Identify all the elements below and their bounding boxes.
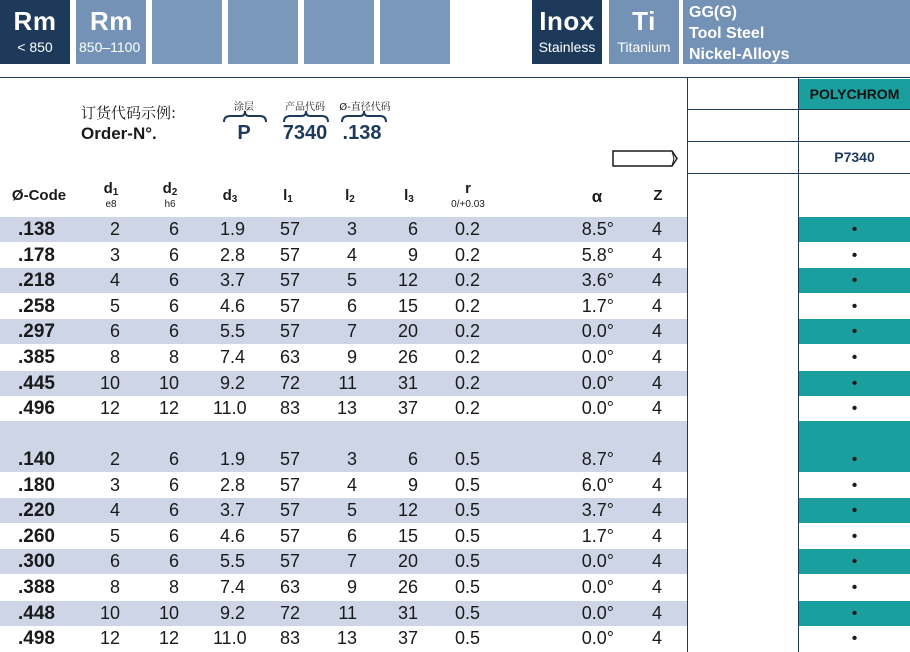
col-header-subscript: 1 — [112, 187, 119, 198]
order-part-label: 涂层 — [234, 102, 254, 113]
availability-mark: • — [799, 498, 910, 523]
order-part-value: P — [237, 122, 251, 144]
cell-d1: 2 — [109, 219, 120, 239]
cell-l2: 4 — [346, 244, 357, 265]
cell-d2: 12 — [158, 628, 179, 649]
availability-mark: • — [799, 217, 910, 242]
availability-mark: • — [799, 549, 910, 574]
table-row — [0, 626, 687, 651]
availability-mark: • — [851, 400, 858, 418]
col-header-code — [8, 187, 70, 204]
cell-l3: 12 — [397, 270, 418, 291]
cell-d3: 1.9 — [219, 449, 245, 469]
cell-code: .385 — [18, 347, 55, 368]
cell-r: 0.5 — [454, 602, 480, 623]
cell-d1: 12 — [99, 398, 120, 419]
cell-a: 0.0° — [581, 628, 614, 649]
cell-d2: 6 — [168, 270, 179, 291]
cell-d1: 2 — [109, 449, 120, 469]
col-header-label: d — [222, 187, 232, 204]
cell-d3: 7.4 — [219, 347, 245, 367]
cell-l3: 37 — [397, 628, 418, 649]
cell-r: 0.2 — [454, 244, 480, 265]
material-label: Ti — [632, 6, 656, 36]
col-header-z — [648, 187, 668, 204]
col-header-subscript: 2 — [349, 194, 355, 205]
cell-z: 4 — [651, 474, 662, 495]
cell-l2: 5 — [346, 500, 357, 521]
cell-d2: 6 — [168, 551, 179, 572]
cell-a: 8.5° — [581, 219, 614, 239]
cell-code: .445 — [18, 372, 55, 394]
cell-a: 0.0° — [581, 602, 614, 623]
cell-d1: 5 — [109, 525, 120, 546]
cell-l2: 3 — [346, 219, 357, 239]
col-header-label: r — [465, 180, 471, 197]
col-header-l1 — [278, 187, 298, 204]
cell-z: 4 — [651, 219, 662, 239]
cell-z: 4 — [651, 525, 662, 546]
cell-a: 0.0° — [581, 398, 614, 419]
cell-l1: 63 — [279, 577, 300, 597]
cell-l2: 6 — [346, 525, 357, 546]
cell-d2: 6 — [168, 295, 179, 316]
order-label-cn: 订货代码示例: — [81, 104, 177, 122]
cell-code: .218 — [18, 270, 55, 292]
group-separator — [0, 421, 687, 447]
cell-d2: 10 — [158, 602, 179, 623]
cell-z: 4 — [651, 398, 662, 419]
cell-l2: 7 — [346, 321, 357, 342]
material-sublabel: 850–1100 — [79, 39, 141, 55]
cell-code: .260 — [18, 525, 55, 547]
cell-r: 0.5 — [454, 551, 480, 572]
cell-d3: 2.8 — [219, 474, 245, 495]
cell-r: 0.2 — [454, 321, 480, 342]
cell-code: .448 — [18, 602, 55, 624]
table-row — [0, 294, 687, 319]
table-row — [0, 447, 687, 472]
cell-l2: 4 — [346, 474, 357, 495]
material-blank — [380, 0, 450, 64]
cell-d3: 7.4 — [219, 577, 245, 597]
cell-d3: 3.7 — [219, 500, 245, 521]
cell-l2: 7 — [346, 551, 357, 572]
cell-r: 0.5 — [454, 474, 480, 495]
cell-z: 4 — [651, 321, 662, 342]
col-header-l3 — [399, 187, 419, 204]
cell-code: .138 — [18, 219, 55, 240]
cell-l2: 11 — [338, 602, 357, 623]
table-row — [0, 217, 687, 242]
col-header-label: d — [103, 180, 113, 197]
tool-shape-icon — [612, 150, 678, 167]
cell-z: 4 — [651, 270, 662, 291]
cell-l3: 31 — [397, 602, 418, 623]
cell-a: 8.7° — [581, 449, 614, 469]
cell-d2: 6 — [168, 474, 179, 495]
col-header-r — [448, 180, 488, 197]
cell-code: .496 — [18, 398, 55, 420]
side-row-divider — [687, 173, 910, 174]
cell-d1: 8 — [109, 577, 120, 597]
material-ti — [609, 0, 679, 64]
cell-z: 4 — [651, 577, 662, 597]
col-header-d2 — [157, 180, 183, 197]
cell-d1: 6 — [109, 551, 120, 572]
group-separator-mark — [799, 421, 910, 447]
cell-d2: 6 — [168, 525, 179, 546]
cell-l1: 83 — [279, 628, 300, 649]
material-sublabel: Stainless — [538, 39, 596, 55]
cell-l1: 63 — [279, 347, 300, 367]
cell-l1: 57 — [279, 321, 300, 342]
cell-z: 4 — [651, 449, 662, 469]
table-row — [0, 371, 687, 396]
cell-a: 0.0° — [581, 577, 614, 597]
cell-l3: 6 — [407, 219, 418, 239]
col-header-d1 — [98, 180, 124, 197]
cell-l1: 83 — [279, 398, 300, 419]
col-header-label: l — [283, 187, 288, 204]
cell-l1: 57 — [279, 551, 300, 572]
cell-a: 0.0° — [581, 551, 614, 572]
cell-a: 3.7° — [581, 500, 614, 521]
col-header-d3 — [217, 187, 243, 204]
side-row-divider — [687, 109, 910, 110]
col-header-label: d — [162, 180, 172, 197]
cell-r: 0.5 — [454, 577, 480, 597]
availability-mark: • — [851, 476, 858, 494]
table-row — [0, 473, 687, 498]
cell-d3: 2.8 — [219, 244, 245, 265]
cell-code: .140 — [18, 449, 55, 470]
material-blank — [228, 0, 298, 64]
material-label: Inox — [539, 6, 595, 36]
cell-d2: 10 — [158, 372, 179, 393]
availability-mark: • — [799, 447, 910, 472]
table-row — [0, 601, 687, 626]
material-label: Rm — [90, 6, 133, 36]
col-header-alpha — [584, 187, 610, 207]
cell-l1: 57 — [279, 525, 300, 546]
cell-d3: 3.7 — [219, 270, 245, 291]
cell-l3: 20 — [397, 321, 418, 342]
cell-code: .297 — [18, 321, 55, 343]
cell-d3: 11.0 — [213, 398, 247, 419]
cell-l2: 3 — [346, 449, 357, 469]
col-header-label: α — [591, 187, 603, 206]
cell-l2: 6 — [346, 295, 357, 316]
cell-code: .300 — [18, 551, 55, 573]
cell-r: 0.2 — [454, 372, 480, 393]
cell-l3: 15 — [397, 525, 418, 546]
side-divider — [687, 77, 688, 652]
cell-d2: 6 — [168, 244, 179, 265]
material-blank — [152, 0, 222, 64]
cell-d2: 6 — [168, 449, 179, 469]
table-row — [0, 524, 687, 549]
cell-z: 4 — [651, 295, 662, 316]
cell-l3: 31 — [397, 372, 418, 393]
table-row — [0, 396, 687, 421]
cell-d3: 9.2 — [219, 602, 245, 623]
cell-d2: 8 — [168, 577, 179, 597]
cell-l1: 57 — [279, 295, 300, 316]
cell-a: 0.0° — [581, 321, 614, 342]
cell-d1: 4 — [109, 500, 120, 521]
cell-code: .498 — [18, 628, 55, 650]
cell-d3: 1.9 — [219, 219, 245, 239]
material-sublabel: < 850 — [17, 39, 53, 55]
col-header-subscript: 3 — [231, 194, 238, 205]
cell-d1: 8 — [109, 347, 120, 367]
cell-d3: 4.6 — [219, 295, 245, 316]
cell-d1: 3 — [109, 474, 120, 495]
availability-mark: • — [799, 371, 910, 396]
col-header-label: l — [404, 187, 409, 204]
cell-z: 4 — [651, 372, 662, 393]
cell-l1: 72 — [279, 372, 300, 393]
cell-r: 0.5 — [454, 628, 480, 649]
cell-d1: 6 — [109, 321, 120, 342]
material-inox — [532, 0, 602, 64]
coating-name: POLYCHROM — [799, 79, 910, 109]
table-row — [0, 498, 687, 523]
cell-r: 0.5 — [454, 500, 480, 521]
col-header-l2 — [340, 187, 360, 204]
cell-l3: 9 — [407, 474, 418, 495]
col-header-tolerance: h6 — [164, 199, 176, 210]
table-row — [0, 575, 687, 600]
cell-z: 4 — [651, 551, 662, 572]
material-gg-group — [683, 0, 910, 64]
availability-mark: • — [799, 319, 910, 344]
material-gg-line: Tool Steel — [689, 25, 765, 42]
cell-d2: 6 — [168, 321, 179, 342]
cell-d1: 10 — [99, 372, 120, 393]
material-rm-850-1100 — [76, 0, 146, 64]
cell-r: 0.5 — [454, 525, 480, 546]
availability-mark: • — [851, 349, 858, 366]
cell-l3: 9 — [407, 244, 418, 265]
cell-d1: 4 — [109, 270, 120, 291]
table-row — [0, 268, 687, 293]
cell-l1: 57 — [279, 449, 300, 469]
cell-a: 5.8° — [581, 244, 614, 265]
material-gg-line: GG(G) — [689, 4, 737, 21]
col-header-tolerance: e8 — [105, 199, 117, 210]
cell-z: 4 — [651, 244, 662, 265]
col-header-subscript: 1 — [287, 194, 293, 205]
availability-mark: • — [851, 579, 858, 596]
table-row — [0, 319, 687, 344]
cell-a: 0.0° — [581, 347, 614, 367]
cell-l1: 57 — [279, 474, 300, 495]
cell-code: .178 — [18, 244, 55, 266]
cell-a: 1.7° — [581, 525, 614, 546]
coating-code: P7340 — [834, 149, 875, 165]
availability-mark: • — [851, 630, 858, 648]
order-part-label: 产品代码 — [285, 102, 325, 113]
cell-d3: 9.2 — [219, 372, 245, 393]
cell-l1: 57 — [279, 270, 300, 291]
material-label: Rm — [13, 6, 57, 36]
table-row — [0, 345, 687, 370]
cell-d2: 12 — [158, 398, 179, 419]
col-header-label: Z — [653, 187, 663, 204]
cell-a: 1.7° — [581, 295, 614, 316]
cell-d2: 6 — [168, 219, 179, 239]
cell-d3: 4.6 — [219, 525, 245, 546]
cell-l1: 57 — [279, 500, 300, 521]
cell-d2: 8 — [168, 347, 179, 367]
material-blank — [304, 0, 374, 64]
cell-r: 0.2 — [454, 398, 480, 419]
availability-mark: • — [851, 297, 858, 315]
cell-d3: 11.0 — [213, 628, 247, 649]
cell-r: 0.2 — [454, 347, 480, 367]
cell-a: 6.0° — [581, 474, 614, 495]
cell-l1: 72 — [279, 602, 300, 623]
cell-l3: 26 — [397, 347, 418, 367]
cell-l1: 57 — [279, 244, 300, 265]
cell-r: 0.2 — [454, 219, 480, 239]
order-label-en: Order-N°. — [81, 124, 157, 143]
cell-l2: 11 — [338, 372, 357, 393]
cell-l3: 37 — [397, 398, 418, 419]
cell-a: 0.0° — [581, 372, 614, 393]
cell-d2: 6 — [168, 500, 179, 521]
col-header-tolerance: 0/+0.03 — [451, 199, 485, 210]
col-header-subscript: 3 — [408, 194, 414, 205]
cell-code: .180 — [18, 474, 55, 496]
cell-l2: 5 — [346, 270, 357, 291]
top-divider — [0, 77, 910, 78]
cell-l2: 13 — [336, 398, 357, 419]
cell-z: 4 — [651, 347, 662, 367]
cell-l1: 57 — [279, 219, 300, 239]
availability-mark: • — [799, 268, 910, 293]
material-gg-line: Nickel-Alloys — [689, 46, 790, 63]
cell-code: .220 — [18, 500, 55, 522]
cell-l3: 20 — [397, 551, 418, 572]
availability-mark: • — [851, 527, 858, 545]
cell-l3: 26 — [397, 577, 418, 597]
table-row — [0, 549, 687, 574]
cell-l2: 9 — [346, 347, 357, 367]
order-part-label: Ø-直径代码 — [339, 102, 391, 113]
cell-r: 0.2 — [454, 295, 480, 316]
cell-d3: 5.5 — [219, 551, 245, 572]
cell-a: 3.6° — [581, 270, 614, 291]
cell-r: 0.5 — [454, 449, 480, 469]
cell-z: 4 — [651, 500, 662, 521]
cell-code: .388 — [18, 577, 55, 598]
cell-d1: 3 — [109, 244, 120, 265]
cell-d1: 5 — [109, 295, 120, 316]
cell-d3: 5.5 — [219, 321, 245, 342]
cell-l2: 13 — [336, 628, 357, 649]
cell-l2: 9 — [346, 577, 357, 597]
material-rm-850 — [0, 0, 70, 64]
cell-d1: 12 — [99, 628, 120, 649]
availability-mark: • — [851, 246, 858, 264]
cell-l3: 6 — [407, 449, 418, 469]
table-row — [0, 243, 687, 268]
order-part-value: .138 — [342, 122, 382, 144]
order-part-value: 7340 — [282, 122, 328, 144]
cell-l3: 12 — [397, 500, 418, 521]
cell-r: 0.2 — [454, 270, 480, 291]
availability-mark: • — [799, 601, 910, 626]
col-header-label: l — [345, 187, 350, 204]
cell-z: 4 — [651, 628, 662, 649]
col-header-subscript: 2 — [171, 187, 178, 198]
cell-l3: 15 — [397, 295, 418, 316]
material-sublabel: Titanium — [617, 39, 671, 55]
cell-code: .258 — [18, 295, 55, 317]
cell-d1: 10 — [99, 602, 120, 623]
cell-z: 4 — [651, 602, 662, 623]
col-header-label: Ø-Code — [11, 187, 67, 204]
